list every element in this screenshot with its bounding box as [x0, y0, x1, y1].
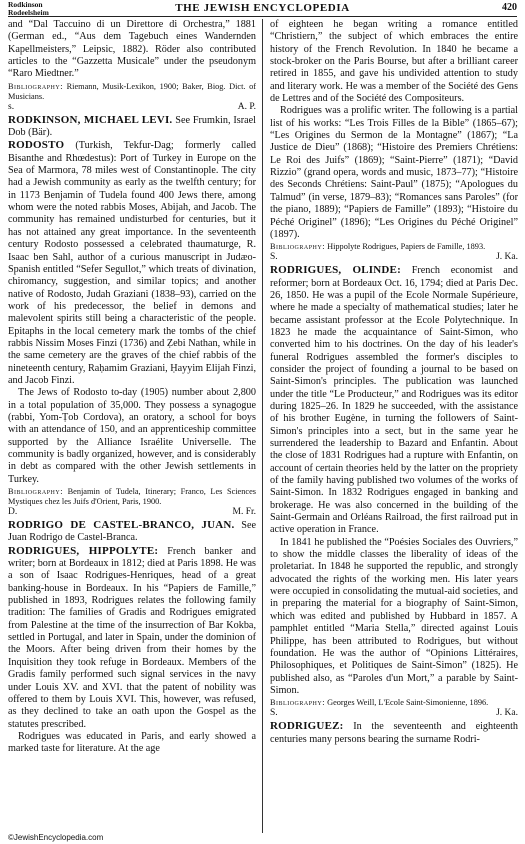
entry-text: French banker and writer; born at Bordeaux in 1812; died at Paris 1898. He was a son of Isaac Rodrigues-Henriques, head of a great banking-house in Bordeaux. In his “Papiers de Famille,” published in 1893, Rodrigues relates the following family tradition: The families of Gradis and Rodrigues emigrated from Palestine at the time of the insurrection of Bar Kokba, settled in Portugal, and later in Spain, under the dominion of the Moors. After being driven from their homes by the Inquisition they took refuge in Bordeaux. Members of the Gradis family performed such signal services in the navy under Louis XV. and XVI. that the patent of nobility was offered to them by Louis XVI. This, however, was refused, as they declined to take an oath upon the Gospel as the statutes prescribed. — [8, 545, 256, 730]
signature-author: J. Ka. — [496, 252, 518, 263]
bibliography-label: Bibliography: — [8, 81, 64, 91]
bibliography-text: Georges Weill, L'Ecole Saint-Simonienne, 1896. — [327, 698, 489, 708]
entry-paragraph: Rodrigues was a prolific writer. The following is a partial list of his works: “Les Trois Filles de la Bible” (1865–67); “Les Origines du Sermon de la Montagne” (1867); “La Justice de Dieu” (1868); “Histoire des Premiers Chrétiens: Le Roi des Juifs” (1869); “Saint-Pierre” (1871); “David Rizzio” (grand opera, words and music, 1873–77); “Histoire des Seconds Chrétiens: Saint-Paul” (1875); “Apologues du Talmud” (in verse, 1879–83); “Romances sans Paroles” (for the piano, 1889); “Papiers de Famille” (1893); “Histoire du Péché Originel” (1896); “Les Origines du Péché Originel” (1897). — [270, 105, 518, 240]
entry-olinde — [270, 264, 518, 537]
left-column — [8, 19, 256, 756]
continued-paragraph: and “Dal Taccuino di un Direttore di Orchestra,” 1881 (German ed., “Aus dem Tagebuch eines Wandernden Kapellmeisters,” Leipsic, 1882). Röder also contributed articles to the “Gazzetta Musicale” under the pseudonym “Raro Miedtner.” — [8, 19, 256, 80]
signature-author: A. P. — [237, 101, 256, 112]
running-header — [8, 0, 517, 16]
bibliography-label: Bibliography: — [8, 487, 64, 497]
entry-paragraph: Rodrigues was educated in Paris, and early showed a marked taste for literature. At the age — [8, 730, 256, 755]
site-watermark: ©JewishEncyclopedia.com — [8, 833, 104, 842]
bibliography — [8, 487, 256, 507]
signature-code: s. — [8, 101, 15, 112]
entry-castel-branco — [8, 519, 256, 545]
bibliography-text: Hippolyte Rodrigues, Papiers de Famille, 1893. — [327, 242, 486, 252]
header-title: THE JEWISH ENCYCLOPEDIA — [175, 2, 350, 14]
guide-word-first: Rodkinson — [8, 0, 43, 9]
entry-headword: RODRIGUES, OLINDE: — [270, 264, 401, 277]
signature-code: S. — [270, 252, 278, 263]
entry-headword: RODRIGO DE CASTEL-BRANCO, JUAN. — [8, 519, 235, 532]
bibliography-label: Bibliography: — [270, 698, 326, 708]
entry-rodosto — [8, 139, 256, 387]
signature-code: D. — [8, 507, 18, 518]
right-column — [270, 19, 518, 746]
article-signature — [270, 252, 518, 263]
guide-word-last: Rodeelsheim — [8, 7, 49, 17]
header-rule — [8, 16, 517, 17]
entry-headword: RODRIGUES, HIPPOLYTE: — [8, 544, 159, 557]
entry-rodkinson — [8, 114, 256, 140]
bibliography-text: Benjamin of Tudela, Itinerary; Franco, Les Sciences Mystiques chez les Juifs d'Orient, Paris, 1900. — [8, 487, 256, 507]
entry-paragraph: The Jews of Rodosto to-day (1905) number about 2,800 in a total population of 35,000. They possess a synagogue (rabbi, Yom-Ṭob Cordova), an oratory, a school for boys with an attendance of 150, and an apprenticeship committee supported by the Alliance Israélite Universelle. The community is badly organized, however, and is considerably in debt as compared with the other Jewish settlements in Turkey. — [8, 387, 256, 485]
bibliography — [8, 82, 256, 102]
entry-headword: RODKINSON, MICHAEL LEVI. — [8, 113, 173, 126]
entry-paragraph: In 1841 he published the “Poésies Sociales des Ouvriers,” to show the middle classes the liberality of ideas of the proletariat. In 1848 he supported the republic, and strongly advocated the rights of the working men. His later years were occupied in consolidating the mutual-aid societies, and in preparing the material for a biography of Saint-Simon, which was edited and published by Hubbard in 1857. A pamphlet entitled “Maria Stella,” directed against Louis Philippe, has been attributed to Rodrigues, but without foundation. He was the author of “Opinions Littéraires, Philosophiques, et Politiques de Saint-Simon” (1825). He published also, as “Paroles d'un Mort,” a parable by Saint-Simon. — [270, 536, 518, 696]
bibliography — [270, 242, 518, 252]
bibliography-text: Riemann, Musik-Lexikon, 1900; Baker, Biog. Dict. of Musicians. — [8, 81, 256, 101]
bibliography — [270, 698, 518, 708]
signature-author: J. Ka. — [496, 708, 518, 719]
entry-text: (Turkish, Tekfur-Dag; formerly called Bisanthe and Rhœdestus): Port of Turkey in Europe on the Sea of Marmora, 78 miles west of Constantinople. The city had a Jewish community as early as the twelfth century; for in 1173 Benjamin of Tudela found 400 Jews there, among whom were the noted rabbis Moses, Abijah, and Jacob. The community has remained undisturbed for centuries, but it has not attained any great importance. In the seventeenth century Rodosto possessed a celebrated thaumaturge, R. Isaac ben Sahl, author of a curious manuscript in Judæo-Spanish entitled “Sefer Segullot,” which treats of divination, chiromancy, suggestion, and similar topics; and another native of Rodosto, Judah Graziani (1838–93), carried on the work of his predecessor, the belief in demons and malevolent spirits still being a characteristic of the people. Epitaphs in the local cemetery mark the tombs of the chief rabbis Nissim Moses Finzi (1736) and Ẓebi Nathan, while in the same cemetery are the graves of the chief rabbis of the nineteenth century, Raḥamim Graziani, Ḥayyim Elijah Finzi, and Jacob Finzi. — [8, 140, 257, 386]
entry-text: French economist and reformer; born at Bordeaux Oct. 16, 1794; died at Paris Dec. 26, 1850. He was a pupil of the Ecole Normale Supérieure, where he made a specialty of mathematical studies; later he became assistant professor at the Ecole Polytechnique. In 1823 he made the acquaintance of Saint-Simon, who converted him to his doctrines. On the day of his leader's funeral Rodrigues assembled the former's disciples to consider the project of founding a journal to be based on Saint-Simon's principles. The publication was launched under the title “Le Producteur,” and Rodrigues was its editor during 1825–26. In 1829 he succeeded, with the assistance of his brother Eugène, in turning the followers of Saint-Simon's principles into a sect, but in the same year he surrendered the leadership to Bazard and Enfantin. About the close of 1831 Rodrigues had a rupture with Enfantin, on account of certain theories held by the latter on the propriety of the family having published two volumes of the works of Saint-Simon. In 1832 Rodrigues engaged in banking and brokerage. He was also concerned in the building of the Saint-Germain and Orléans Railroad, the first railroad put in active operation in France. — [270, 265, 518, 536]
bibliography-label: Bibliography: — [270, 242, 326, 252]
entry-text: In the seventeenth and eighteenth centuries many persons bearing the surname Rodri- — [270, 721, 518, 745]
entry-hippolyte — [8, 545, 256, 731]
article-signature — [270, 708, 518, 719]
page-number: 420 — [502, 2, 517, 13]
cross-reference: See Juan Rodrigo de Castel-Branca. — [8, 520, 256, 544]
continued-paragraph: of eighteen he began writing a romance entitled “Christiern,” the subject of which embraces the entire history of the French Revolution. In 1840 he became a stock-broker on the Paris Bourse, but after a brilliant career retired in 1855, and gave his undivided attention to study and literary work. He was a member of the Société des Gens de Lettres and of the Société des Compositeurs. — [270, 19, 518, 105]
entry-headword: RODOSTO — [8, 139, 65, 152]
column-divider — [262, 19, 263, 833]
signature-code: S. — [270, 708, 278, 719]
signature-author: M. Fr. — [232, 507, 256, 518]
article-signature — [8, 507, 256, 518]
entry-rodriguez — [270, 720, 518, 746]
article-signature — [8, 102, 256, 113]
cross-reference: See Frumkin, Israel Dob (Bär). — [8, 114, 257, 139]
entry-headword: RODRIGUEZ: — [270, 720, 344, 733]
